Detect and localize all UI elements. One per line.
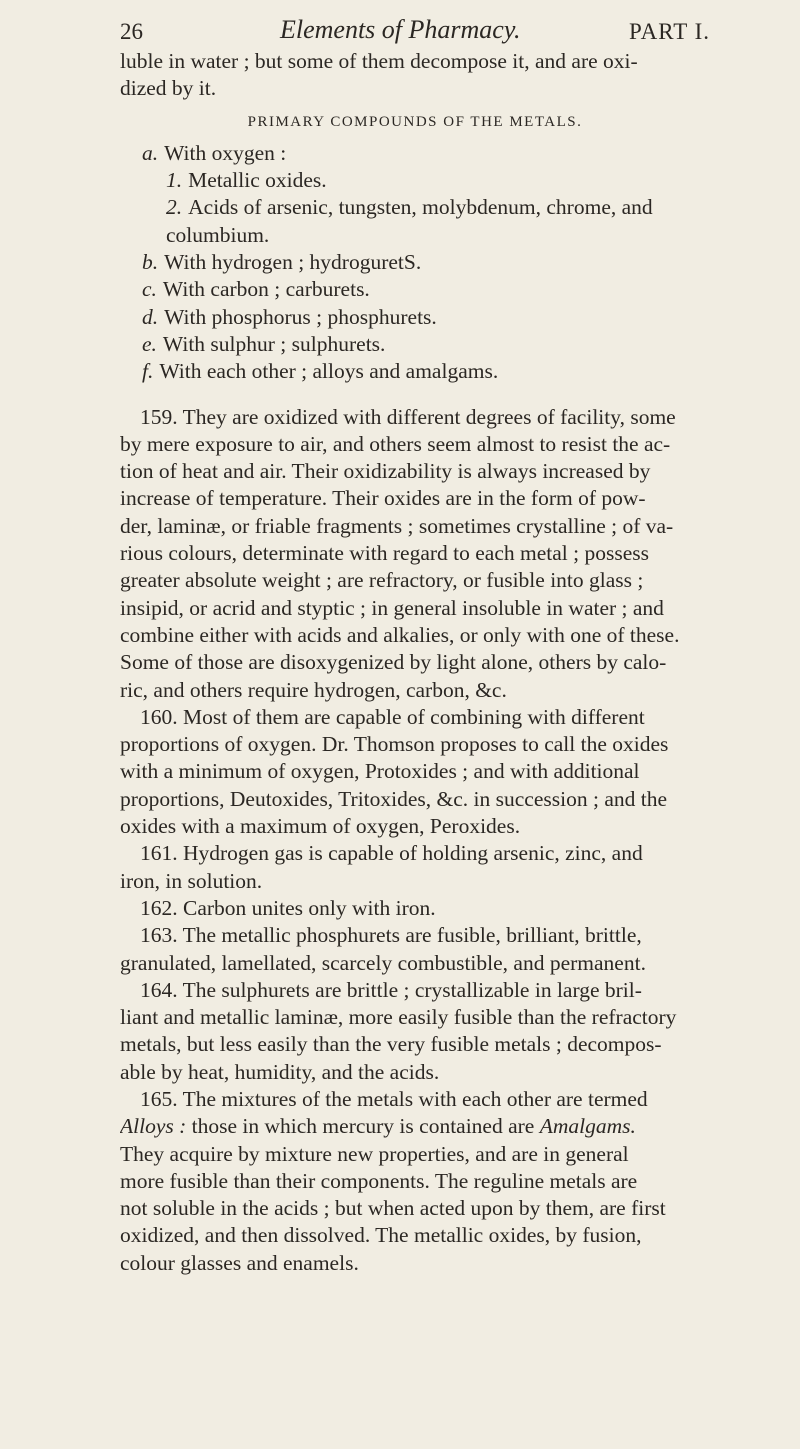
text-line: proportions, Deutoxides, Tritoxides, &c. in succession ; and the: [120, 786, 668, 811]
text-line: more fusible than their components. The reguline metals are: [120, 1168, 638, 1193]
item-text: With oxygen :: [164, 140, 287, 165]
text-line: proportions of oxygen. Dr. Thomson proposes to call the oxides: [120, 732, 669, 757]
list-item: [120, 358, 710, 385]
text-line: liant and metallic laminæ, more easily fusible than the refractory: [120, 1005, 677, 1030]
compounds-list: [120, 140, 710, 386]
item-label: c.: [142, 277, 157, 302]
intro-text: [120, 48, 710, 103]
paragraph-161: [120, 840, 710, 895]
text-line: Some of those are disoxygenized by light alone, others by calo-: [120, 650, 667, 675]
text-line: oxidized, and then dissolved. The metallic oxides, by fusion,: [120, 1223, 642, 1248]
term-alloys: Alloys :: [120, 1114, 187, 1139]
list-item: [120, 304, 710, 331]
text-line: by mere exposure to air, and others seem almost to resist the ac-: [120, 431, 671, 456]
text-line: ric, and others require hydrogen, carbon, &c.: [120, 677, 507, 702]
text-line: insipid, or acrid and styptic ; in general insoluble in water ; and: [120, 595, 664, 620]
item-text: With hydrogen ; hydroguretS.: [164, 250, 422, 275]
text-line: combine either with acids and alkalies, or only with one of these.: [120, 622, 680, 647]
text-line: 165. The mixtures of the metals with each other are termed: [140, 1086, 648, 1111]
item-label: 2.: [166, 195, 183, 220]
item-label: e.: [142, 331, 157, 356]
paragraph-165: [120, 1086, 710, 1277]
paragraph-164: [120, 977, 710, 1086]
text-line: granulated, lamellated, scarcely combustible, and permanent.: [120, 950, 646, 975]
running-title: Elements of Pharmacy.: [280, 15, 521, 44]
part-label: PART I.: [628, 19, 710, 44]
item-text: Acids of arsenic, tungsten, molybdenum, chrome, and: [188, 195, 653, 220]
text-line: with a minimum of oxygen, Protoxides ; and with additional: [120, 759, 640, 784]
item-label: f.: [142, 359, 154, 384]
text-line: rious colours, determinate with regard to each metal ; possess: [120, 541, 649, 566]
text-line: [120, 1113, 710, 1140]
item-text: Metallic oxides.: [188, 168, 327, 193]
list-item: [120, 140, 710, 167]
list-item-continuation: columbium.: [166, 222, 270, 247]
text-fragment: those in which mercury is contained are: [186, 1114, 540, 1139]
text-line: dized by it.: [120, 76, 217, 101]
list-item: [120, 194, 710, 221]
text-line: iron, in solution.: [120, 868, 263, 893]
item-text: With carbon ; carburets.: [162, 277, 370, 302]
item-text: With sulphur ; sulphurets.: [162, 331, 386, 356]
section-heading: PRIMARY COMPOUNDS OF THE METALS.: [247, 113, 583, 130]
text-line: They acquire by mixture new properties, and are in general: [120, 1141, 629, 1166]
text-line: der, laminæ, or friable fragments ; sometimes crystalline ; of va-: [120, 513, 674, 538]
paragraph-160: [120, 704, 710, 840]
item-label: a.: [142, 140, 159, 165]
text-line: 164. The sulphurets are brittle ; crystallizable in large bril-: [140, 977, 642, 1002]
text-line: increase of temperature. Their oxides are in the form of pow-: [120, 486, 646, 511]
text-line: 160. Most of them are capable of combining with different: [140, 704, 645, 729]
text-line: metals, but less easily than the very fusible metals ; decompos-: [120, 1032, 662, 1057]
paragraph-162: [120, 895, 710, 922]
paragraph-159: [120, 404, 710, 704]
text-line: 159. They are oxidized with different degrees of facility, some: [140, 404, 676, 429]
text-line: 161. Hydrogen gas is capable of holding arsenic, zinc, and: [140, 841, 643, 866]
paragraph-163: [120, 922, 710, 977]
text-line: tion of heat and air. Their oxidizability is always increased by: [120, 459, 651, 484]
text-line: oxides with a maximum of oxygen, Peroxides.: [120, 814, 521, 839]
text-line: colour glasses and enamels.: [120, 1250, 359, 1275]
running-header: [120, 12, 710, 48]
text-line: 162. Carbon unites only with iron.: [140, 895, 436, 920]
text-line: luble in water ; but some of them decompose it, and are oxi-: [120, 49, 638, 73]
text-line: greater absolute weight ; are refractory, or fusible into glass ;: [120, 568, 644, 593]
list-item: [120, 249, 710, 276]
text-line: not soluble in the acids ; but when acted upon by them, are first: [120, 1196, 666, 1221]
item-text: With each other ; alloys and amalgams.: [159, 359, 499, 384]
item-label: b.: [142, 250, 159, 275]
text-line: able by heat, humidity, and the acids.: [120, 1059, 440, 1084]
list-item: [120, 276, 710, 303]
item-label: d.: [142, 304, 159, 329]
list-item: [120, 331, 710, 358]
item-label: 1.: [166, 168, 183, 193]
list-item: [120, 167, 710, 194]
item-text: With phosphorus ; phosphurets.: [164, 304, 437, 329]
text-line: 163. The metallic phosphurets are fusible, brilliant, brittle,: [140, 923, 642, 948]
page-number: 26: [120, 19, 143, 44]
term-amalgams: Amalgams.: [539, 1114, 636, 1139]
